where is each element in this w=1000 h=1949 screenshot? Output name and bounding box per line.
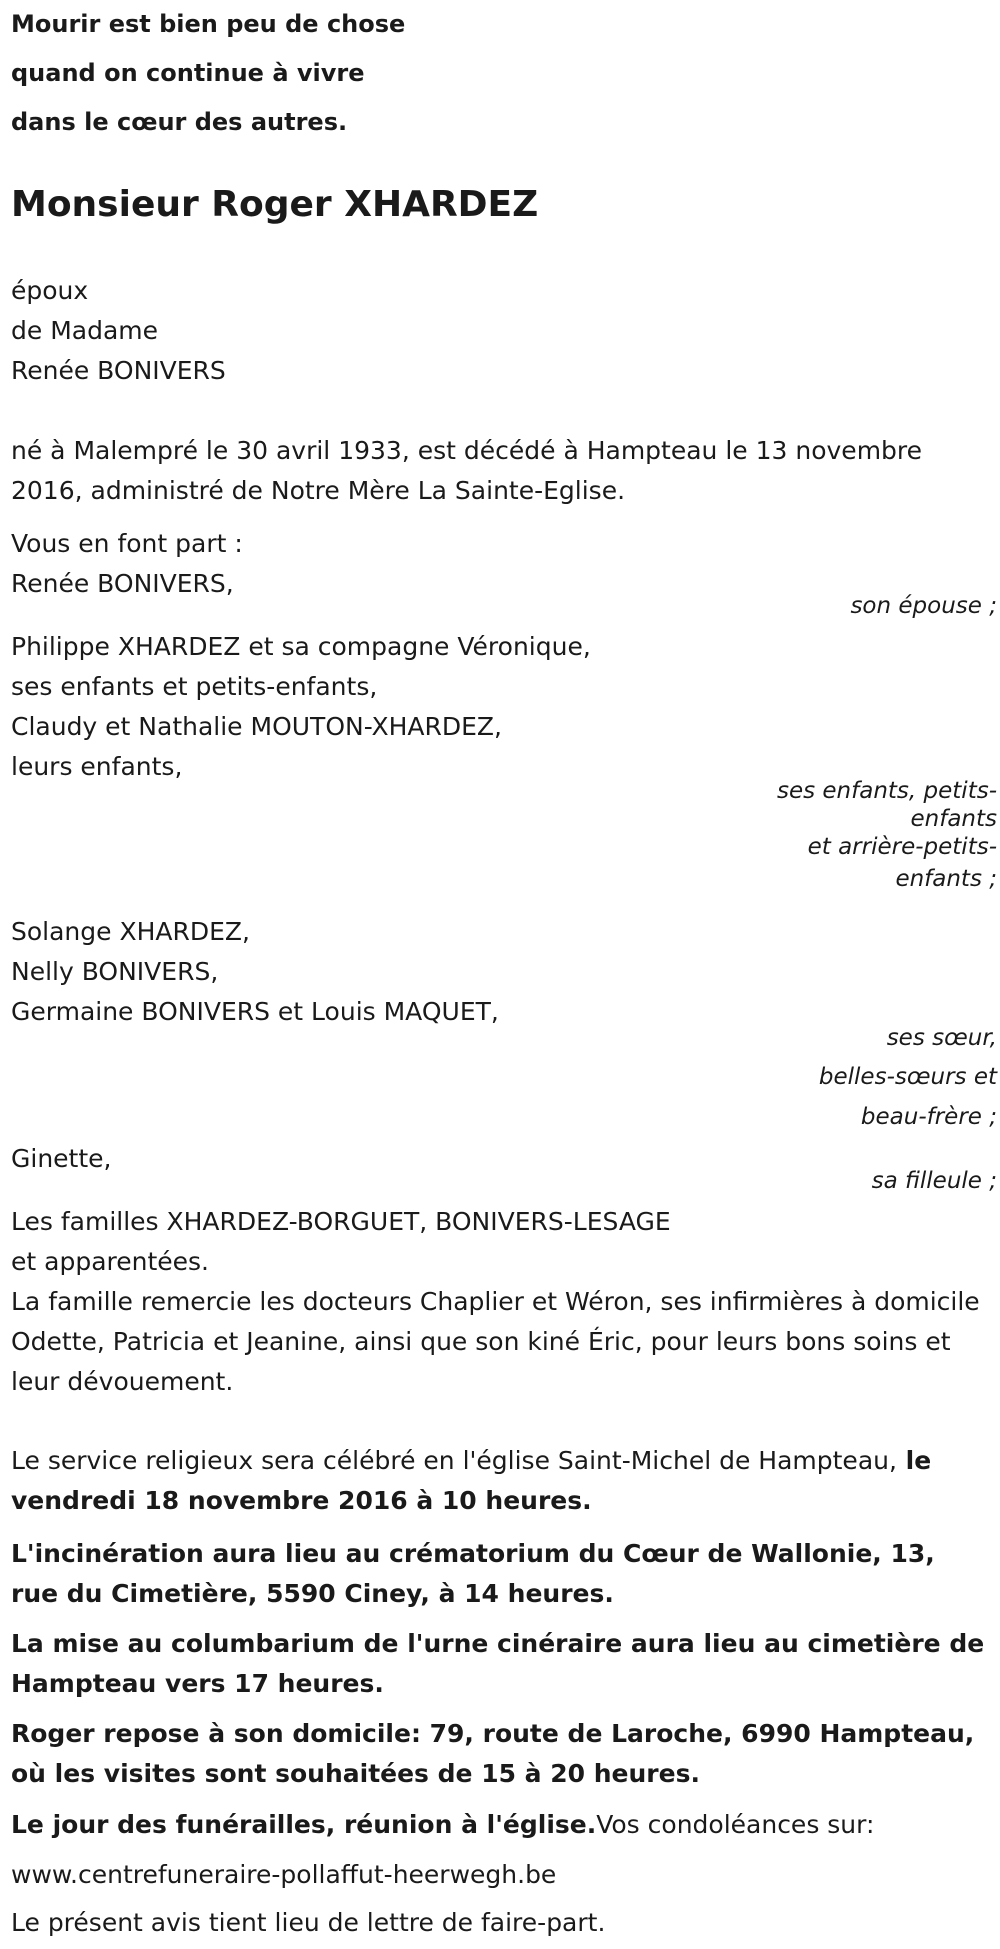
spouse-info [11, 271, 226, 391]
epitaph-quote [11, 0, 405, 147]
role-goddaughter [757, 1165, 997, 1197]
role-line: sa filleule ; [871, 1168, 997, 1194]
family-name-line: Nelly BONIVERS, [11, 957, 219, 986]
family-name-line: Renée BONIVERS, [11, 569, 234, 598]
service-text: Le service religieux sera célébré en l'église Saint-Michel de Hampteau, [11, 1446, 897, 1475]
quote-line: Mourir est bien peu de chose [11, 10, 406, 38]
closing-note: Le présent avis tient lieu de lettre de faire-part. [11, 1908, 606, 1937]
role-line: ses enfants, petits- [776, 778, 997, 804]
role-line: enfants ; [895, 866, 997, 892]
family-name-line: Solange XHARDEZ, [11, 917, 250, 946]
family-name-line: Germaine BONIVERS et Louis MAQUET, [11, 997, 499, 1026]
website-link[interactable]: www.centrefuneraire-pollaffut-heerwegh.be [11, 1860, 557, 1889]
service-info [11, 1441, 986, 1521]
family-name-line: et apparentées. [11, 1247, 209, 1276]
service-date: le vendredi 18 novembre 2016 à 10 heures. [11, 1446, 932, 1515]
role-siblings [757, 1019, 997, 1137]
role-line: son épouse ; [850, 593, 997, 619]
related-families [11, 1202, 671, 1282]
family-name-line: Ginette, [11, 1144, 112, 1173]
resting-info: Roger repose à son domicile: 79, route de Laroche, 6990 Hampteau, où les visites sont souhaitées de 15 à 20 heures. [11, 1719, 975, 1788]
spouse-line: Renée BONIVERS [11, 356, 226, 385]
thanks-paragraph: La famille remercie les docteurs Chaplier et Wéron, ses infirmières à domicile Odette, Patricia et Jeanine, ainsi que son kiné Éric, pour leurs bons soins et leur dévouement. [11, 1287, 980, 1396]
quote-line: dans le cœur des autres. [11, 108, 348, 136]
role-line: beau-frère ; [860, 1104, 997, 1130]
cremation-info: L'incinération aura lieu au crématorium du Cœur de Wallonie, 13, rue du Cimetière, 5590 Ciney, à 14 heures. [11, 1539, 935, 1608]
quote-line: quand on continue à vivre [11, 59, 365, 87]
spouse-line: époux [11, 276, 89, 305]
columbarium-info: La mise au columbarium de l'urne cinéraire aura lieu au cimetière de Hampteau vers 17 heures. [11, 1629, 985, 1698]
role-line: ses sœur, [886, 1025, 997, 1051]
condolences-text: Vos condoléances sur: [596, 1810, 875, 1839]
family-siblings [11, 912, 499, 1032]
biography: né à Malempré le 30 avril 1933, est décédé à Hampteau le 13 novembre 2016, administré de Notre Mère La Sainte-Eglise. [11, 436, 923, 505]
role-line: et arrière-petits- [807, 834, 997, 860]
family-goddaughter [11, 1139, 111, 1179]
family-name-line: ses enfants et petits-enfants, [11, 672, 378, 701]
family-name-line: Philippe XHARDEZ et sa compagne Véronique, [11, 632, 591, 661]
family-children [11, 627, 591, 787]
role-line: belles-sœurs et [818, 1064, 997, 1090]
role-line: enfants [910, 806, 997, 832]
funeral-day-info [11, 1805, 874, 1845]
family-name-line: leurs enfants, [11, 752, 183, 781]
family-wife [11, 564, 234, 604]
spouse-line: de Madame [11, 316, 159, 345]
funeral-day-text: Le jour des funérailles, réunion à l'église. [11, 1810, 597, 1839]
deceased-name: Monsieur Roger XHARDEZ [11, 184, 539, 225]
website-line [11, 1855, 556, 1895]
role-wife [757, 590, 997, 622]
family-name-line: Les familles XHARDEZ-BORGUET, BONIVERS-LESAGE [11, 1207, 671, 1236]
family-name-line: Claudy et Nathalie MOUTON-XHARDEZ, [11, 712, 503, 741]
role-children [757, 775, 997, 895]
announce-intro: Vous en font part : [11, 529, 243, 558]
